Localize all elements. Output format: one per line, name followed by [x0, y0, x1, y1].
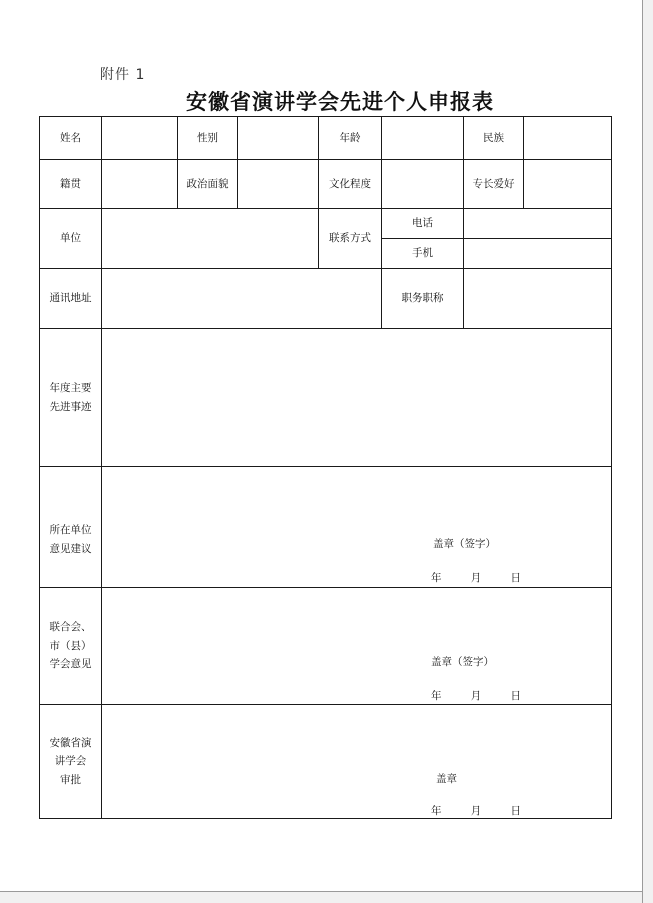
label-gender: 性别 — [197, 131, 218, 144]
label-mobile: 手机 — [412, 247, 433, 260]
provincial-date-month: 月 — [470, 805, 482, 817]
label-contact: 联系方式 — [329, 232, 371, 245]
federation-date-year: 年 — [431, 690, 442, 702]
label-federation-opinion-line1: 联合会、 — [49, 621, 92, 634]
table-row-line — [39, 328, 611, 329]
provincial-stamp: 盖章 — [436, 773, 457, 785]
label-position: 职务职称 — [401, 292, 444, 305]
table-row-line — [39, 704, 611, 705]
label-unit-opinion-line1: 所在单位 — [49, 524, 92, 537]
form-title: 安徽省演讲学会先进个人申报表 — [186, 90, 494, 114]
provincial-date-year: 年 — [431, 805, 442, 817]
label-political-status: 政治面貌 — [186, 177, 229, 190]
provincial-date — [431, 803, 521, 818]
unit-date-month: 月 — [470, 572, 482, 584]
label-provincial-approval-line1: 安徽省演 — [49, 736, 92, 749]
unit-date-day: 日 — [510, 572, 521, 584]
federation-date-month: 月 — [470, 690, 482, 702]
label-address: 通讯地址 — [49, 292, 92, 305]
page-edge-right — [642, 0, 643, 903]
page-shadow-right — [643, 0, 653, 903]
label-provincial-approval-line2: 讲学会 — [54, 755, 87, 768]
table-col-line — [237, 116, 238, 208]
federation-stamp-sign: 盖章（签字） — [431, 656, 494, 668]
label-education: 文化程度 — [329, 177, 371, 190]
table-col-line — [101, 116, 102, 819]
unit-date — [431, 570, 521, 585]
label-federation-opinion-line3: 学会意见 — [49, 658, 92, 671]
provincial-date-day: 日 — [510, 805, 521, 817]
table-border-bottom — [39, 818, 612, 819]
page-shadow-bottom — [0, 892, 653, 903]
table-row-line — [39, 466, 611, 467]
federation-date-day: 日 — [510, 690, 521, 702]
label-federation-opinion-line2: 市（县） — [49, 639, 92, 652]
label-provincial-approval — [40, 705, 101, 818]
label-age: 年龄 — [339, 131, 361, 144]
table-row-line — [39, 268, 611, 269]
table-col-line — [523, 116, 524, 208]
page-edge-bottom — [0, 891, 643, 892]
label-provincial-approval-line3: 审批 — [60, 773, 81, 786]
label-native-place: 籍贯 — [60, 177, 81, 190]
unit-stamp-sign: 盖章（签字） — [433, 538, 496, 550]
label-federation-opinion — [40, 588, 101, 704]
label-ethnicity: 民族 — [483, 131, 504, 144]
label-unit-opinion-line2: 意见建议 — [49, 543, 92, 555]
label-achievements-line1: 年度主要 — [49, 381, 92, 394]
label-phone: 电话 — [412, 217, 433, 230]
table-row-line — [39, 587, 611, 588]
label-achievements — [40, 329, 101, 466]
label-achievements-line2: 先进事迹 — [49, 400, 92, 413]
label-work-unit: 单位 — [60, 232, 81, 245]
federation-date — [431, 688, 521, 703]
annex-label: 附件 1 — [100, 67, 146, 83]
label-name: 姓名 — [60, 131, 81, 144]
table-border-right — [611, 116, 612, 819]
unit-date-year: 年 — [431, 572, 442, 584]
label-hobby: 专长爱好 — [472, 177, 515, 190]
